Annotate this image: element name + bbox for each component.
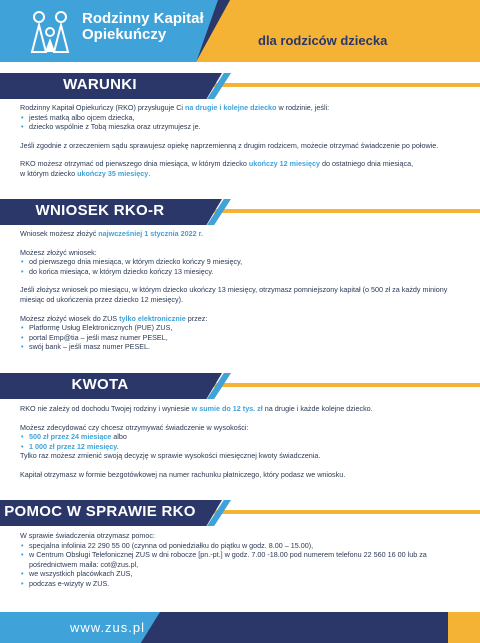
list-item [20, 442, 466, 452]
list-item: • we wszystkich placówkach ZUS, [20, 569, 466, 579]
highlight-text: 500 zł przez 24 miesiące [29, 432, 112, 442]
header-tagline: dla rodziców dziecka [258, 33, 388, 48]
paragraph: RKO nie zależy od dochodu Twojej rodziny i wyniesie w sumie do 12 tys. zł na drugie i każde kolejne dziecko. [20, 404, 373, 413]
paragraph: Tylko raz możesz zmienić swoją decyzję w sprawie wysokości miesięcznej kwoty świadczenia. [20, 451, 321, 461]
list-item: • jesteś matką albo ojcem dziecka, [20, 113, 466, 123]
paragraph: RKO możesz otrzymać od pierwszego dnia miesiąca, w którym dziecko ukończy 12 miesięcy do ostatniego dnia miesiąca, w którym dziecko ukończy 35 miesięcy. [20, 159, 414, 178]
list-item: • 500 zł przez 24 miesiące albo [20, 432, 466, 442]
brand-line-2: Opiekuńczy [82, 26, 167, 43]
list-item: • do końca miesiąca, w którym dziecko kończy 13 miesięcy. [20, 267, 466, 277]
section-body-wniosek [20, 229, 466, 352]
section-header-kwota [0, 373, 480, 401]
section-header-wniosek [0, 199, 480, 227]
channels-list [20, 323, 466, 352]
highlight-text: w sumie do 12 tys. zł [191, 404, 263, 413]
list-item: • podczas e-wizyty w ZUS. [20, 579, 466, 589]
paragraph: Wniosek możesz złożyć najwcześniej 1 stycznia 2022 r. [20, 229, 203, 238]
highlight-text: na drugie i kolejne dziecko [184, 103, 277, 112]
highlight-text: tylko elektronicznie [119, 313, 186, 323]
list-item: • w Centrum Obsługi Telefonicznej ZUS w dni robocze [pn.-pt.] w godz. 7.00 -18.00 pod numerem telefonu 22 560 16 00 lub za pośrednictwem maila: cot@zus.pl, [20, 550, 466, 569]
list-item: • swój bank – jeśli masz numer PESEL. [20, 342, 466, 352]
highlight-text: 1 000 zł przez 12 miesięcy. [29, 441, 119, 451]
brand-name [82, 11, 204, 43]
list-item: • dziecko wspólnie z Tobą mieszka oraz utrzymujesz je. [20, 122, 466, 132]
footer-banner [0, 612, 480, 643]
section-header-warunki [0, 73, 480, 101]
header-banner [0, 0, 480, 66]
highlight-text: ukończy 35 miesięcy [77, 168, 149, 178]
paragraph: W sprawie świadczenia otrzymasz pomoc: [20, 531, 156, 540]
header-yellow-band [196, 0, 480, 62]
list-item: • od pierwszego dnia miesiąca, w którym dziecko kończy 9 miesięcy, [20, 257, 466, 267]
list-item: • portal Emp@tia – jeśli masz numer PESEL, [20, 333, 466, 343]
paragraph: Możesz złożyć wniosek: [20, 247, 97, 257]
section-body-kwota [20, 404, 466, 480]
list-item: • specjalna infolinia 22 290 55 00 (czynna od poniedziałku do piątku w godz. 8.00 – 15.00), [20, 541, 466, 551]
highlight-text: ukończy 12 miesięcy [248, 159, 321, 169]
amount-options-list [20, 432, 466, 451]
highlight-text: najwcześniej 1 stycznia 2022 r. [98, 229, 203, 238]
help-list [20, 541, 466, 589]
paragraph: Kapitał otrzymasz w formie bezgotówkowej na numer rachunku płatniczego, który podasz we wniosku. [20, 469, 346, 479]
footer-url-link[interactable]: www.zus.pl [70, 620, 146, 635]
section-title: WARUNKI [63, 76, 137, 93]
paragraph: Możesz złożyć wiosek do ZUS tylko elektronicznie przez: [20, 313, 208, 323]
family-icon [28, 8, 74, 54]
section-body-warunki [20, 103, 466, 179]
brand-line-1: Rodzinny Kapitał [82, 10, 204, 27]
conditions-list [20, 113, 466, 132]
paragraph: Rodzinny Kapitał Opiekuńczy (RKO) przysługuje Ci na drugie i kolejne dziecko w rodzinie, jeśli: [20, 103, 330, 112]
section-title: POMOC W SPRAWIE RKO [4, 503, 196, 520]
section-title: KWOTA [71, 376, 129, 393]
section-header-pomoc [0, 500, 480, 528]
timing-list [20, 257, 466, 276]
paragraph: Jeśli złożysz wniosek po miesiącu, w którym dziecko ukończy 13 miesięcy, otrzymasz pomniejszony kapitał (o 500 zł za każdy miniony miesiąc od ukończenia przez dziecko 12 miesięcy). [20, 285, 448, 304]
paragraph: Jeśli zgodnie z orzeczeniem sądu sprawujesz opiekę naprzemienną z drugim rodzicem, możecie otrzymać świadczenie po połowie. [20, 140, 439, 150]
paragraph: Możesz zdecydować czy chcesz otrzymywać świadczenie w wysokości: [20, 422, 249, 432]
footer-yellow-band [448, 612, 480, 643]
section-title: WNIOSEK RKO-R [35, 202, 165, 219]
section-body-pomoc [20, 531, 466, 589]
list-item: • Platformę Usług Elektronicznych (PUE) ZUS, [20, 323, 466, 333]
